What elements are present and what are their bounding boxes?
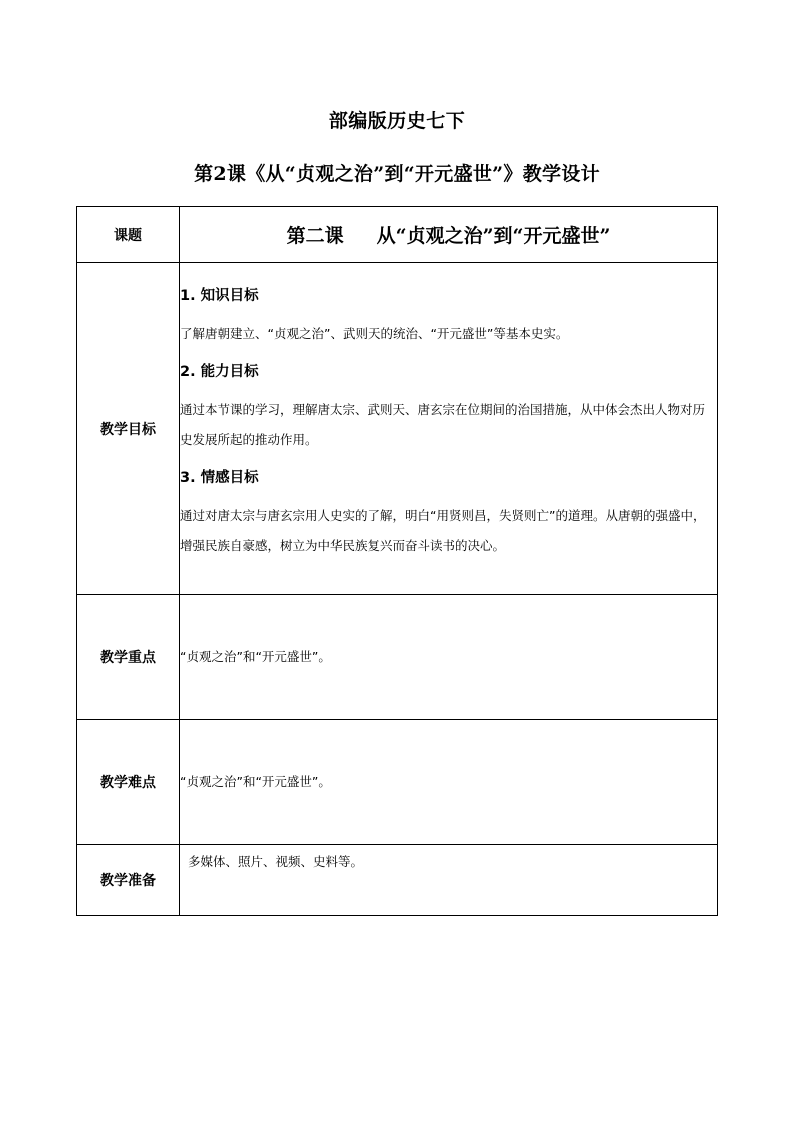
focus-label: 教学重点 [77, 595, 180, 720]
document-title: 部编版历史七下 [328, 110, 466, 132]
difficulty-label: 教学难点 [77, 720, 180, 845]
table-row-goals [77, 263, 718, 595]
difficulty-text: “贞观之治”和“开元盛世”。 [180, 720, 718, 845]
topic-value: 第二课 从“贞观之治”到“开元盛世” [180, 207, 718, 263]
preparation-text: 多媒体、照片、视频、史料等。 [180, 845, 718, 916]
table-row-difficulty [77, 720, 718, 845]
table-row-focus [77, 595, 718, 720]
goal-heading-emotion: 3. 情感目标 [180, 469, 259, 486]
goal-heading-ability: 2. 能力目标 [180, 363, 259, 380]
table-row-topic [77, 207, 718, 263]
topic-label: 课题 [77, 207, 180, 263]
goals-label: 教学目标 [77, 263, 180, 595]
document-subtitle: 第2课《从“贞观之治”到“开元盛世”》教学设计 [194, 163, 600, 185]
focus-text: “贞观之治”和“开元盛世”。 [180, 595, 718, 720]
goal-text-knowledge: 了解唐朝建立、“贞观之治”、武则天的统治、“开元盛世”等基本史实。 [180, 325, 569, 341]
preparation-label: 教学准备 [77, 845, 180, 916]
goal-text-emotion: 通过对唐太宗与唐玄宗用人史实的了解，明白“用贤则昌，失贤则亡”的道理。从唐朝的强盛中，增强民族自豪感，树立为中华民族复兴而奋斗读书的决心。 [180, 507, 706, 553]
goal-heading-knowledge: 1. 知识目标 [180, 287, 259, 304]
goal-text-ability: 通过本节课的学习，理解唐太宗、武则天、唐玄宗在位期间的治国措施，从中体会杰出人物对历史发展所起的推动作用。 [180, 401, 706, 447]
goals-content [180, 263, 718, 595]
table-row-preparation [77, 845, 718, 916]
lesson-plan-table [76, 206, 718, 916]
